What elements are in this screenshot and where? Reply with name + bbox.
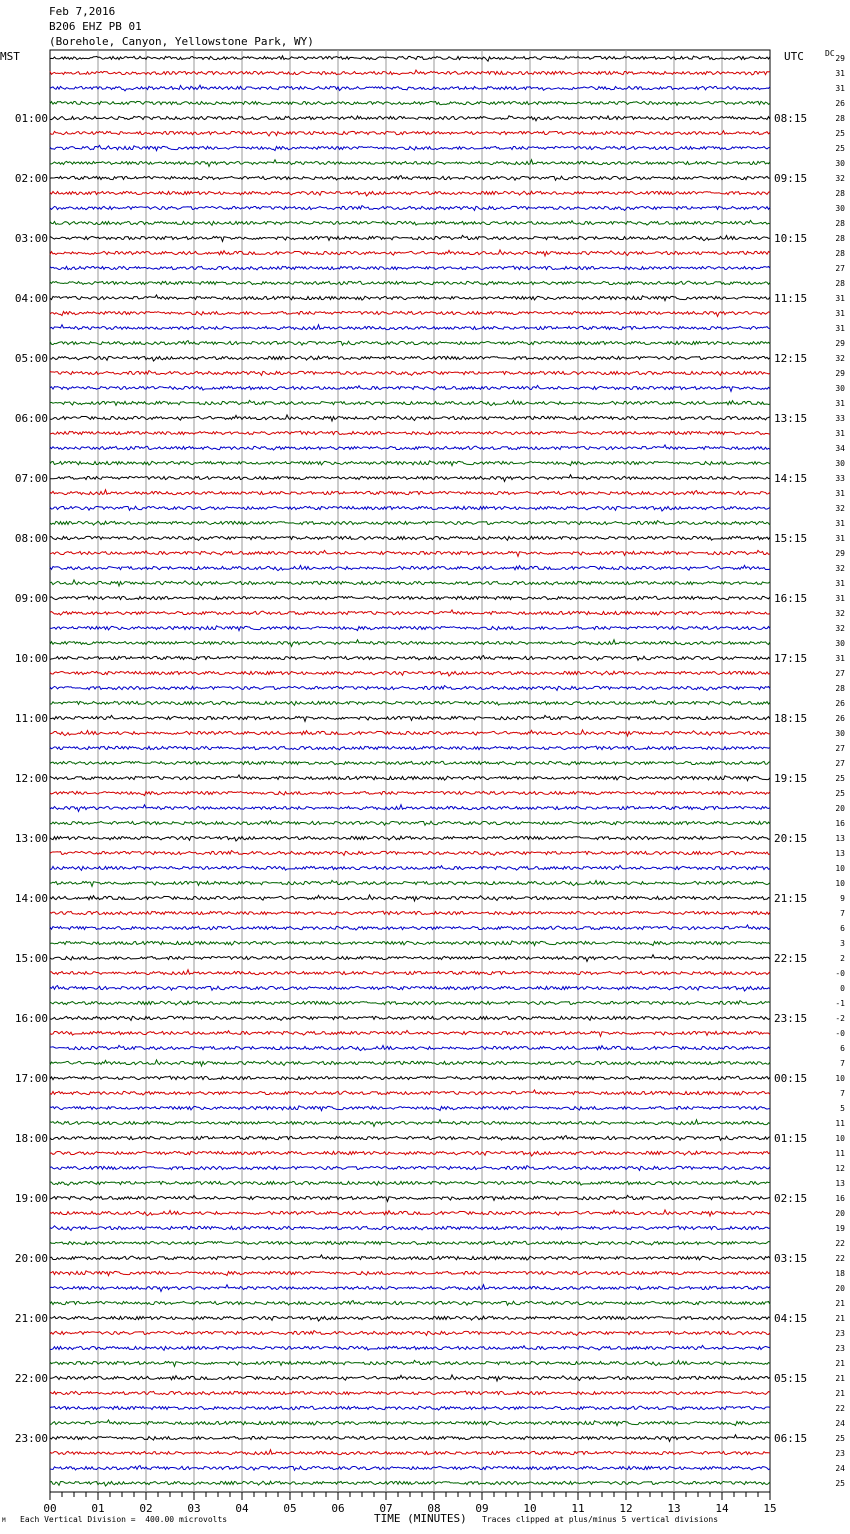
- dc-offset-value: 31: [835, 84, 845, 93]
- dc-offset-value: 26: [835, 714, 845, 723]
- dc-offset-value: 6: [840, 924, 845, 933]
- dc-offset-value: 13: [835, 1179, 845, 1188]
- seismic-trace: [50, 1420, 770, 1426]
- seismic-trace: [50, 1466, 770, 1471]
- seismic-trace: [50, 610, 770, 615]
- utc-hour-label: 20:15: [774, 832, 808, 845]
- mst-hour-label: 09:00: [14, 592, 48, 605]
- utc-hour-label: 08:15: [774, 112, 808, 125]
- dc-offset-value: 7: [840, 1059, 845, 1068]
- seismic-trace: [50, 671, 770, 676]
- seismic-trace: [50, 506, 770, 511]
- seismic-trace: [50, 851, 770, 856]
- seismic-trace: [50, 865, 770, 870]
- dc-offset-value: 10: [835, 1074, 845, 1083]
- corner-mark: M: [2, 1517, 6, 1524]
- seismic-trace: [50, 596, 770, 600]
- seismic-trace: [50, 1181, 770, 1186]
- x-tick-label: 08: [427, 1502, 441, 1515]
- x-tick-label: 15: [763, 1502, 777, 1515]
- seismic-trace: [50, 235, 770, 241]
- dc-offset-value: 10: [835, 879, 845, 888]
- utc-hour-label: 12:15: [774, 352, 808, 365]
- dc-offset-value: 27: [835, 744, 845, 753]
- seismic-trace: [50, 131, 770, 136]
- dc-offset-value: 31: [835, 534, 845, 543]
- dc-offset-value: 11: [835, 1119, 845, 1128]
- utc-hour-label: 14:15: [774, 472, 808, 485]
- dc-offset-value: 10: [835, 864, 845, 873]
- seismic-trace: [50, 1331, 770, 1336]
- x-tick-label: 13: [667, 1502, 681, 1515]
- seismic-trace: [50, 1226, 770, 1231]
- dc-offset-value: 10: [835, 1134, 845, 1143]
- x-tick-label: 12: [619, 1502, 633, 1515]
- seismic-trace: [50, 521, 770, 526]
- seismic-trace: [50, 565, 770, 570]
- mst-hour-label: 14:00: [14, 892, 48, 905]
- seismic-trace: [50, 1375, 770, 1381]
- dc-offset-value: 31: [835, 519, 845, 528]
- seismic-trace: [50, 415, 770, 421]
- x-tick-label: 09: [475, 1502, 489, 1515]
- seismic-trace: [50, 821, 770, 826]
- dc-offset-value: 24: [835, 1419, 845, 1428]
- seismic-trace: [50, 1450, 770, 1455]
- seismic-trace: [50, 160, 770, 167]
- seismic-trace: [50, 385, 770, 391]
- seismic-trace: [50, 341, 770, 346]
- seismic-trace: [50, 356, 770, 361]
- dc-offset-value: 23: [835, 1329, 845, 1338]
- seismic-trace: [50, 970, 770, 975]
- x-tick-label: 07: [379, 1502, 393, 1515]
- seismic-trace: [50, 580, 770, 586]
- mst-hour-label: 08:00: [14, 532, 48, 545]
- seismic-trace: [50, 941, 770, 946]
- mst-hour-label: 15:00: [14, 952, 48, 965]
- mst-hour-label: 04:00: [14, 292, 48, 305]
- dc-offset-value: 27: [835, 264, 845, 273]
- utc-hour-label: 16:15: [774, 592, 808, 605]
- dc-offset-value: 21: [835, 1359, 845, 1368]
- dc-offset-value: -2: [835, 1014, 845, 1023]
- dc-offset-value: 31: [835, 309, 845, 318]
- seismic-trace: [50, 461, 770, 466]
- seismic-trace: [50, 116, 770, 121]
- seismic-trace: [50, 1406, 770, 1410]
- dc-offset-value: 30: [835, 204, 845, 213]
- mst-hour-label: 19:00: [14, 1192, 48, 1205]
- dc-offset-value: 31: [835, 489, 845, 498]
- dc-offset-value: 30: [835, 459, 845, 468]
- utc-hour-label: 22:15: [774, 952, 808, 965]
- mst-hour-label: 05:00: [14, 352, 48, 365]
- seismic-trace: [50, 1045, 770, 1050]
- seismic-trace: [50, 101, 770, 105]
- dc-offset-value: 20: [835, 1284, 845, 1293]
- seismic-trace: [50, 715, 770, 721]
- seismic-trace: [50, 206, 770, 211]
- utc-hour-label: 23:15: [774, 1012, 808, 1025]
- mst-hour-label: 20:00: [14, 1252, 48, 1265]
- utc-hour-label: 19:15: [774, 772, 808, 785]
- seismic-trace: [50, 1210, 770, 1216]
- seismic-trace: [50, 746, 770, 750]
- mst-hour-label: 01:00: [14, 112, 48, 125]
- dc-offset-value: 29: [835, 339, 845, 348]
- x-tick-label: 06: [331, 1502, 345, 1515]
- dc-offset-value: 26: [835, 99, 845, 108]
- mst-hour-label: 11:00: [14, 712, 48, 725]
- dc-offset-value: 3: [840, 939, 845, 948]
- x-axis-title: TIME (MINUTES): [374, 1512, 467, 1525]
- seismic-trace: [50, 1136, 770, 1141]
- utc-hour-label: 11:15: [774, 292, 808, 305]
- utc-hour-label: 17:15: [774, 652, 808, 665]
- seismic-trace: [50, 371, 770, 376]
- mst-hour-label: 12:00: [14, 772, 48, 785]
- dc-offset-value: 28: [835, 189, 845, 198]
- dc-offset-value: 28: [835, 234, 845, 243]
- dc-offset-value: 29: [835, 549, 845, 558]
- plot-frame: [50, 50, 770, 1492]
- seismic-trace: [50, 626, 770, 631]
- dc-offset-value: 25: [835, 1434, 845, 1443]
- dc-offset-value: 32: [835, 609, 845, 618]
- seismic-trace: [50, 1030, 770, 1036]
- seismic-trace: [50, 791, 770, 795]
- utc-hour-label: 03:15: [774, 1252, 808, 1265]
- seismic-trace: [50, 1195, 770, 1201]
- seismic-trace: [50, 925, 770, 930]
- station-code: B206 EHZ PB 01: [49, 20, 142, 33]
- x-tick-label: 10: [523, 1502, 537, 1515]
- mst-hour-label: 18:00: [14, 1132, 48, 1145]
- dc-offset-value: 31: [835, 429, 845, 438]
- utc-hour-label: 18:15: [774, 712, 808, 725]
- seismic-trace: [50, 1016, 770, 1020]
- seismic-trace: [50, 1391, 770, 1395]
- dc-offset-value: 12: [835, 1164, 845, 1173]
- dc-offset-value: 7: [840, 1089, 845, 1098]
- mst-hour-label: 13:00: [14, 832, 48, 845]
- seismic-trace: [50, 311, 770, 316]
- dc-offset-value: 25: [835, 1479, 845, 1488]
- mst-hour-label: 03:00: [14, 232, 48, 245]
- seismic-trace: [50, 895, 770, 901]
- dc-offset-value: -0: [835, 1029, 845, 1038]
- dc-offset-value: 16: [835, 819, 845, 828]
- dc-offset-value: 26: [835, 699, 845, 708]
- dc-offset-value: 32: [835, 354, 845, 363]
- mst-hour-label: 07:00: [14, 472, 48, 485]
- utc-hour-label: 15:15: [774, 532, 808, 545]
- utc-hour-label: 00:15: [774, 1072, 808, 1085]
- seismic-trace: [50, 191, 770, 196]
- mst-hour-label: 21:00: [14, 1312, 48, 1325]
- dc-offset-value: 9: [840, 894, 845, 903]
- dc-offset-value: 0: [840, 984, 845, 993]
- dc-offset-value: 32: [835, 504, 845, 513]
- dc-offset-value: 19: [835, 1224, 845, 1233]
- seismic-trace: [50, 836, 770, 841]
- dc-offset-value: 21: [835, 1314, 845, 1323]
- dc-offset-value: 28: [835, 219, 845, 228]
- dc-offset-value: -1: [835, 999, 845, 1008]
- dc-offset-value: 32: [835, 174, 845, 183]
- dc-offset-value: 30: [835, 159, 845, 168]
- dc-offset-value: 31: [835, 324, 845, 333]
- dc-offset-value: 34: [835, 444, 845, 453]
- dc-offset-value: 30: [835, 729, 845, 738]
- seismic-trace: [50, 1241, 770, 1245]
- seismic-trace: [50, 445, 770, 450]
- dc-offset-value: 21: [835, 1299, 845, 1308]
- utc-hour-label: 13:15: [774, 412, 808, 425]
- seismic-trace: [50, 1151, 770, 1156]
- dc-offset-value: 18: [835, 1269, 845, 1278]
- station-location: (Borehole, Canyon, Yellowstone Park, WY): [49, 35, 314, 48]
- seismic-trace: [50, 1090, 770, 1095]
- seismic-trace: [50, 176, 770, 181]
- dc-offset-value: 28: [835, 279, 845, 288]
- utc-hour-label: 10:15: [774, 232, 808, 245]
- dc-offset-value: 25: [835, 129, 845, 138]
- x-tick-label: 14: [715, 1502, 729, 1515]
- mst-hour-label: 02:00: [14, 172, 48, 185]
- seismic-trace: [50, 85, 770, 91]
- dc-offset-value: 33: [835, 414, 845, 423]
- dc-offset-value: 32: [835, 624, 845, 633]
- dc-offset-value: 16: [835, 1194, 845, 1203]
- seismic-trace: [50, 986, 770, 991]
- dc-offset-value: 28: [835, 114, 845, 123]
- mst-hour-label: 23:00: [14, 1432, 48, 1445]
- dc-offset-value: 13: [835, 834, 845, 843]
- seismic-trace: [50, 70, 770, 75]
- dc-offset-value: 31: [835, 399, 845, 408]
- seismic-trace: [50, 686, 770, 691]
- dc-offset-value: -0: [835, 969, 845, 978]
- seismic-trace: [50, 911, 770, 915]
- seismic-trace: [50, 295, 770, 301]
- dc-offset-value: 6: [840, 1044, 845, 1053]
- dc-offset-value: 13: [835, 849, 845, 858]
- scale-note: Each Vertical Division = 400.00 microvolts: [20, 1515, 228, 1524]
- seismic-trace: [50, 955, 770, 962]
- dc-offset-value: 31: [835, 654, 845, 663]
- utc-hour-label: 04:15: [774, 1312, 808, 1325]
- dc-offset-value: 22: [835, 1404, 845, 1413]
- utc-hour-label: 05:15: [774, 1372, 808, 1385]
- x-tick-label: 11: [571, 1502, 585, 1515]
- seismic-trace: [50, 400, 770, 405]
- seismic-trace: [50, 1285, 770, 1292]
- seismic-trace: [50, 775, 770, 781]
- dc-offset-value: 22: [835, 1239, 845, 1248]
- dc-offset-value: 31: [835, 69, 845, 78]
- seismic-trace: [50, 550, 770, 556]
- seismic-trace: [50, 475, 770, 482]
- dc-offset-value: 5: [840, 1104, 845, 1113]
- utc-hour-label: 09:15: [774, 172, 808, 185]
- dc-offset-value: 25: [835, 789, 845, 798]
- seismic-trace: [50, 490, 770, 495]
- x-tick-label: 03: [187, 1502, 201, 1515]
- x-tick-label: 01: [91, 1502, 105, 1515]
- utc-hour-label: 21:15: [774, 892, 808, 905]
- mst-hour-label: 22:00: [14, 1372, 48, 1385]
- seismic-trace: [50, 805, 770, 812]
- utc-hour-label: 06:15: [774, 1432, 808, 1445]
- seismic-trace: [50, 1166, 770, 1171]
- dc-offset-value: 24: [835, 1464, 845, 1473]
- dc-offset-value: 22: [835, 1254, 845, 1263]
- seismic-trace: [50, 220, 770, 225]
- dc-offset-value: 29: [835, 369, 845, 378]
- seismic-trace: [50, 1120, 770, 1127]
- seismic-trace: [50, 536, 770, 540]
- seismic-trace: [50, 1360, 770, 1366]
- dc-offset-value: 23: [835, 1449, 845, 1458]
- seismic-trace: [50, 1001, 770, 1006]
- seismic-trace: [50, 1255, 770, 1260]
- x-tick-label: 05: [283, 1502, 297, 1515]
- mst-hour-label: 16:00: [14, 1012, 48, 1025]
- seismic-trace: [50, 281, 770, 285]
- seismic-trace: [50, 145, 770, 150]
- dc-offset-value: 29: [835, 54, 845, 63]
- seismic-trace: [50, 431, 770, 435]
- seismic-trace: [50, 730, 770, 736]
- utc-axis-label: UTC: [784, 50, 804, 63]
- seismic-trace: [50, 1271, 770, 1276]
- seismic-trace: [50, 1316, 770, 1321]
- seismic-trace: [50, 701, 770, 706]
- seismic-trace: [50, 1345, 770, 1350]
- dc-offset-value: 31: [835, 294, 845, 303]
- seismic-trace: [50, 1106, 770, 1111]
- dc-offset-value: 11: [835, 1149, 845, 1158]
- seismic-trace: [50, 325, 770, 330]
- seismic-trace: [50, 1060, 770, 1066]
- seismic-trace: [50, 640, 770, 647]
- dc-offset-value: 20: [835, 804, 845, 813]
- dc-offset-value: 30: [835, 639, 845, 648]
- plot-date: Feb 7,2016: [49, 5, 116, 18]
- seismic-trace: [50, 761, 770, 765]
- mst-axis-label: MST: [0, 50, 20, 63]
- mst-hour-label: 10:00: [14, 652, 48, 665]
- seismic-trace: [50, 880, 770, 886]
- x-tick-label: 00: [43, 1502, 57, 1515]
- clip-note: Traces clipped at plus/minus 5 vertical divisions: [482, 1515, 719, 1524]
- x-tick-label: 02: [139, 1502, 153, 1515]
- seismic-trace: [50, 1301, 770, 1306]
- dc-axis-label: DC: [825, 49, 835, 58]
- dc-offset-value: 32: [835, 564, 845, 573]
- dc-offset-value: 2: [840, 954, 845, 963]
- seismic-trace: [50, 250, 770, 256]
- utc-hour-label: 02:15: [774, 1192, 808, 1205]
- dc-offset-value: 30: [835, 384, 845, 393]
- seismic-trace: [50, 656, 770, 661]
- dc-offset-value: 27: [835, 759, 845, 768]
- dc-offset-value: 20: [835, 1209, 845, 1218]
- dc-offset-value: 21: [835, 1374, 845, 1383]
- dc-offset-value: 25: [835, 774, 845, 783]
- mst-hour-label: 06:00: [14, 412, 48, 425]
- utc-hour-label: 01:15: [774, 1132, 808, 1145]
- mst-hour-label: 17:00: [14, 1072, 48, 1085]
- seismic-trace: [50, 1435, 770, 1442]
- dc-offset-value: 23: [835, 1344, 845, 1353]
- x-tick-label: 04: [235, 1502, 249, 1515]
- seismic-trace: [50, 1076, 770, 1080]
- dc-offset-value: 21: [835, 1389, 845, 1398]
- dc-offset-value: 25: [835, 144, 845, 153]
- dc-offset-value: 31: [835, 594, 845, 603]
- dc-offset-value: 28: [835, 249, 845, 258]
- dc-offset-value: 7: [840, 909, 845, 918]
- dc-offset-value: 33: [835, 474, 845, 483]
- seismic-trace: [50, 1481, 770, 1486]
- seismic-trace: [50, 266, 770, 270]
- seismic-trace: [50, 56, 770, 61]
- dc-offset-value: 31: [835, 579, 845, 588]
- dc-offset-value: 27: [835, 669, 845, 678]
- dc-offset-value: 28: [835, 684, 845, 693]
